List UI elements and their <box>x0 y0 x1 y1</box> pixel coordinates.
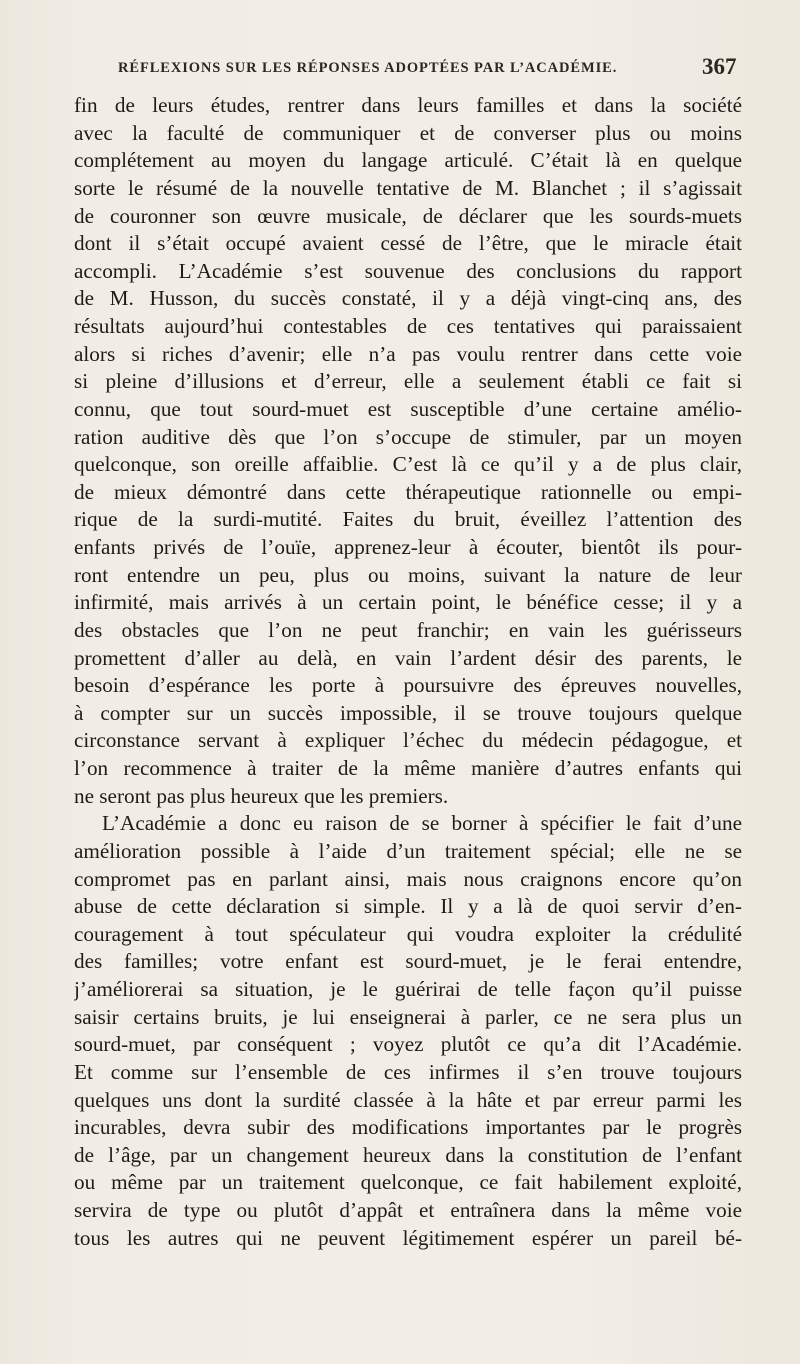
text-line: résultats aujourd’hui contestables de ces tentatives qui paraissaient <box>74 314 742 338</box>
text-line: connu, que tout sourd-muet est susceptible d’une certaine amélio- <box>74 396 742 421</box>
text-line: de mieux démontré dans cette thérapeutique rationnelle ou empi- <box>74 479 742 504</box>
text-line: j’améliorerai sa situation, je le guérirai de telle façon qu’il puisse <box>74 977 742 1001</box>
text-line: de couronner son œuvre musicale, de déclarer que les sourds-muets <box>74 203 742 228</box>
text-line: amélioration possible à l’aide d’un traitement spécial; elle ne se <box>74 838 742 863</box>
page-header <box>0 50 800 84</box>
text-line: Et comme sur l’ensemble de ces infirmes il s’en trouve toujours <box>74 1059 742 1084</box>
text-line: infirmité, mais arrivés à un certain point, le bénéfice cesse; il y a <box>74 590 742 615</box>
text-line: quelques uns dont la surdité classée à la hâte et par erreur parmi les <box>74 1087 742 1112</box>
text-line: rique de la surdi-mutité. Faites du bruit, éveillez l’attention des <box>74 507 742 532</box>
text-line: ou même par un traitement quelconque, ce fait habilement exploité, <box>74 1170 742 1195</box>
text-line: quelconque, son oreille affaiblie. C’est là ce qu’il y a de plus clair, <box>74 452 742 477</box>
text-line: abuse de cette déclaration si simple. Il y a là de quoi servir d’en- <box>74 894 742 919</box>
text-line: sorte le résumé de la nouvelle tentative de M. Blanchet ; il s’agissait <box>74 175 742 200</box>
text-line: couragement à tout spéculateur qui voudra exploiter la crédulité <box>74 921 742 946</box>
text-line: fin de leurs études, rentrer dans leurs familles et dans la société <box>74 93 742 117</box>
text-line: circonstance servant à expliquer l’échec du médecin pédagogue, et <box>74 728 742 753</box>
text-line: à compter sur un succès impossible, il se trouve toujours quelque <box>74 700 742 725</box>
text-line: promettent d’aller au delà, en vain l’ardent désir des parents, le <box>74 645 742 670</box>
text-line: complétement au moyen du langage articulé. C’était là en quelque <box>74 148 742 173</box>
body-text <box>74 92 742 1252</box>
text-line: accompli. L’Académie s’est souvenue des conclusions du rapport <box>74 258 742 283</box>
page-number: 367 <box>702 54 737 79</box>
text-line: saisir certains bruits, je lui enseignerai à parler, ce ne sera plus un <box>74 1004 742 1029</box>
text-line: si pleine d’illusions et d’erreur, elle a seulement établi ce fait si <box>74 369 742 394</box>
text-line: servira de type ou plutôt d’appât et entraînera dans la même voie <box>74 1198 742 1222</box>
text-line: l’on recommence à traiter de la même manière d’autres enfants qui <box>74 756 742 780</box>
text-line: tous les autres qui ne peuvent légitimement espérer un pareil bé- <box>74 1225 742 1250</box>
text-line: besoin d’espérance les porte à poursuivre des épreuves nouvelles, <box>74 673 742 698</box>
paragraph-start-line: L’Académie a donc eu raison de se borner à spécifier le fait d’une <box>102 811 742 836</box>
text-line: ront entendre un peu, plus ou moins, suivant la nature de leur <box>74 562 742 587</box>
text-line: alors si riches d’avenir; elle n’a pas voulu rentrer dans cette voie <box>74 341 742 366</box>
text-line: avec la faculté de communiquer et de converser plus ou moins <box>74 120 742 145</box>
text-line: des familles; votre enfant est sourd-muet, je le ferai entendre, <box>74 949 742 974</box>
text-line: compromet pas en parlant ainsi, mais nous craignons encore qu’on <box>74 866 742 891</box>
text-line: de M. Husson, du succès constaté, il y a déjà vingt-cinq ans, des <box>74 286 742 311</box>
text-line: ration auditive dès que l’on s’occupe de stimuler, par un moyen <box>74 424 742 449</box>
text-line: enfants privés de l’ouïe, apprenez-leur à écouter, bientôt ils pour- <box>74 535 742 559</box>
text-line: des obstacles que l’on ne peut franchir; en vain les guérisseurs <box>74 617 742 642</box>
text-line: dont il s’était occupé avaient cessé de l’être, que le miracle était <box>74 231 742 256</box>
text-line: sourd-muet, par conséquent ; voyez plutôt ce qu’a dit l’Académie. <box>74 1032 742 1057</box>
text-line: incurables, devra subir des modifications importantes par le progrès <box>74 1115 742 1140</box>
running-head: RÉFLEXIONS SUR LES RÉPONSES ADOPTÉES PAR L’ACADÉMIE. <box>118 60 618 76</box>
text-line: de l’âge, par un changement heureux dans la constitution de l’enfant <box>74 1142 742 1167</box>
paragraph-end-line: ne seront pas plus heureux que les premiers. <box>74 783 449 808</box>
